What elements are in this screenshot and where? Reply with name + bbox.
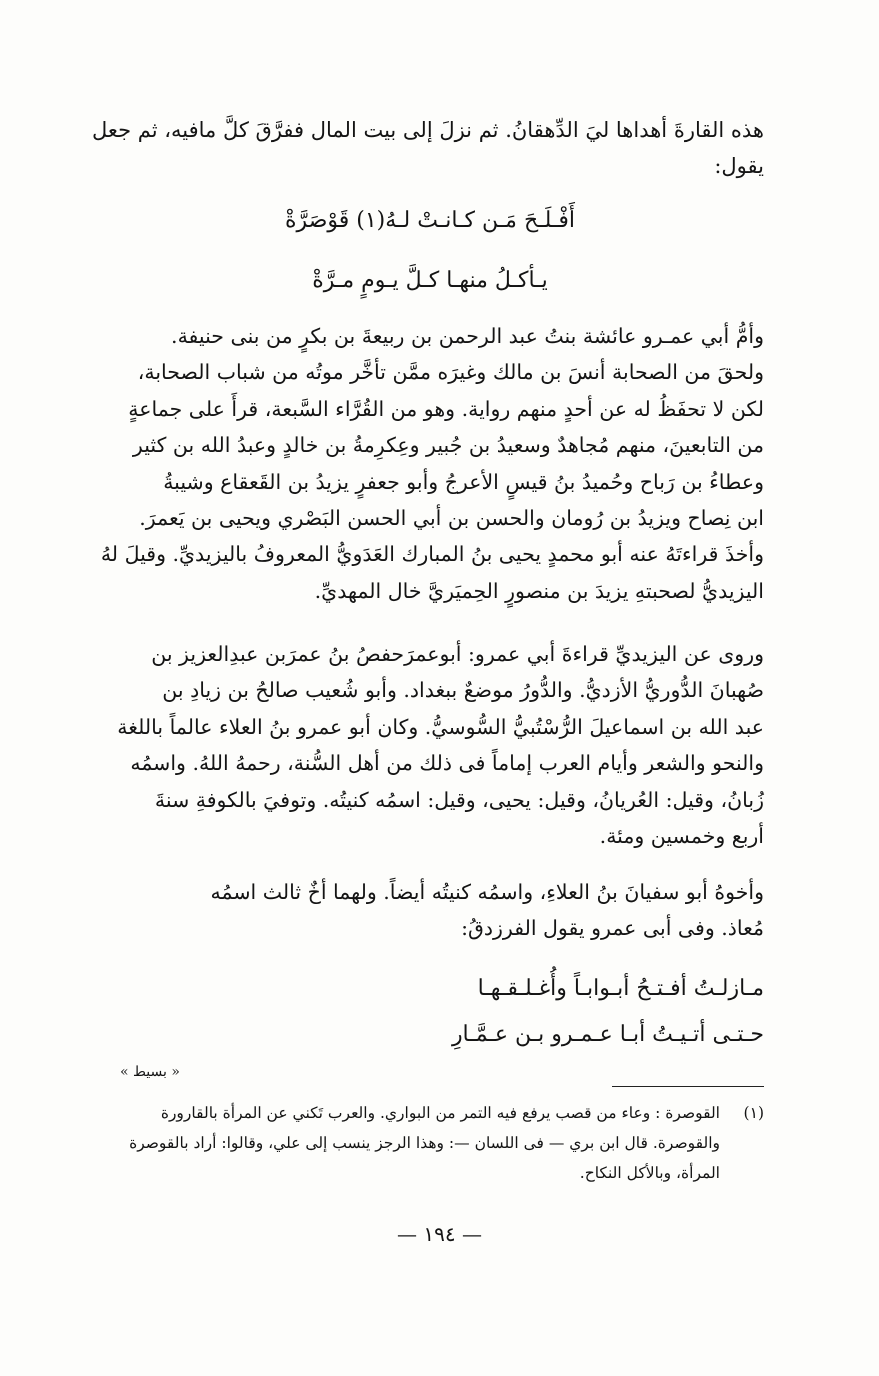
text-line: وعطاءُ بن رَباح وحُميدُ بنُ قيسٍ الأعرجُ وأبو جعفرٍ يزيدُ بن القَعقاع وشيبةُ — [163, 469, 764, 494]
paragraph-4 — [100, 874, 764, 946]
text-line: والنحو والشعر وأيام العرب إماماً فى ذلك من أهل السُّنة، رحمهُ اللهُ. واسمُه — [130, 751, 764, 776]
text-line: اليزيديُّ لصحبتهِ يزيدَ بن منصورٍ الحِميَريَّ خال المهديِّ. — [314, 578, 764, 603]
footnote — [100, 1098, 764, 1188]
text-line: صُهبانَ الدُّوريُّ الأزديُّ. والدُّورُ موضعٌ ببغداد. وأبو شُعيب صالحُ بن زيادِ بن — [162, 678, 764, 703]
poem-meter: « بسيط » — [120, 1064, 180, 1080]
text-line: وأخذَ قراءتَهُ عنه أبو محمدٍ يحيى بنُ المبارك العَدَويُّ المعروفُ باليزيديِّ. وقيلَ لهُ — [100, 542, 764, 567]
text-line: ابن نِصاح ويزيدُ بن رُومان والحسن بن أبي الحسن البَصْري ويحيى بن يَعمرَ. — [139, 506, 764, 531]
text-line: مُعاذ. وفى أبى عمرو يقول الفرزدقُ: — [461, 916, 764, 940]
text-line: هذه القارةَ أهداها ليَ الدِّهقانُ. ثم نزلَ إلى بيت المال ففرَّقَ كلَّ مافيه، ثم جعل — [92, 118, 764, 142]
paragraph-1 — [92, 112, 764, 184]
text-line: زُبانُ، وقيل: العُريانُ، وقيل: يحيى، وقيل: اسمُه كنيتُه. وتوفيَ بالكوفةِ سنةَ — [154, 787, 764, 812]
poem-hemistich-2: حـتـى أتـيـتُ أبـا عـمـرو بـن عـمَّـارِ — [451, 1022, 764, 1047]
text-line: من التابعينَ، منهم مُجاهدٌ وسعيدُ بن جُبير وعِكرِمةُ بن خالدٍ وعبدُ الله بن كثير — [132, 433, 764, 458]
text-line: وأمُّ أبي عمـرو عائشة بنتُ عبد الرحمن بن ربيعةَ بن بكرٍ من بنى حنيفة. — [171, 324, 764, 348]
text-line: وروى عن اليزيديِّ قراءةَ أبي عمرو: أبوعمرَحفصُ بنُ عمرَبن عبدِالعزيز بن — [151, 642, 764, 666]
text-line: وأخوهُ أبو سفيانَ بنُ العلاءِ، واسمُه كنيتُه أيضاً. ولهما أخٌ ثالث اسمُه — [210, 880, 764, 904]
text-line: لكن لا تحفَظُ له عن أحدٍ منهم رواية. وهو من القُرَّاء السَّبعة، قرأَ على جماعةٍ — [128, 396, 764, 421]
footnote-line: والقوصرة. قال ابن بري — فى اللسان —: وهذا الرجز ينسب إلى علي، وقالوا: أراد بالقوصرة — [129, 1134, 720, 1152]
verse-line-2: يـأكـلُ منهـا كـلَّ يـومٍ مـرَّةْ — [312, 268, 548, 293]
text-line: عبد الله بن اسماعيلَ الرُّسْتُبيُّ السُّوسيُّ. وكان أبو عمرو بنُ العلاء عالماً باللغة — [117, 714, 764, 739]
text-line: ولحقَ من الصحابة أنسَ بن مالك وغيرَه ممَّن تأخَّر موتُه من شباب الصحابة، — [137, 360, 764, 385]
paragraph-2 — [100, 318, 764, 609]
page-number: — ١٩٤ — — [397, 1222, 482, 1246]
verse-line-1: أَفْـلَـحَ مَـن كـانـتْ لـهُ(١) قَوْصَرَّةْ — [285, 208, 575, 233]
footnote-number: (١) — [743, 1104, 764, 1122]
paragraph-3 — [100, 636, 764, 854]
footnote-body — [100, 1098, 720, 1188]
footnote-divider — [612, 1086, 764, 1087]
poem-hemistich-1: مـازلـتُ أفـتـحُ أبـوابـاً وأُغـلـقـهـا — [477, 976, 764, 1001]
text-line: أربع وخمسين ومئة. — [599, 824, 764, 849]
text-line: يقول: — [714, 154, 764, 178]
footnote-line: المرأة، وبالأكل النكاح. — [579, 1164, 720, 1182]
footnote-line: القوصرة : وعاء من قصب يرفع فيه التمر من البواري. والعرب تَكني عن المرأة بالقارورة — [160, 1104, 720, 1122]
